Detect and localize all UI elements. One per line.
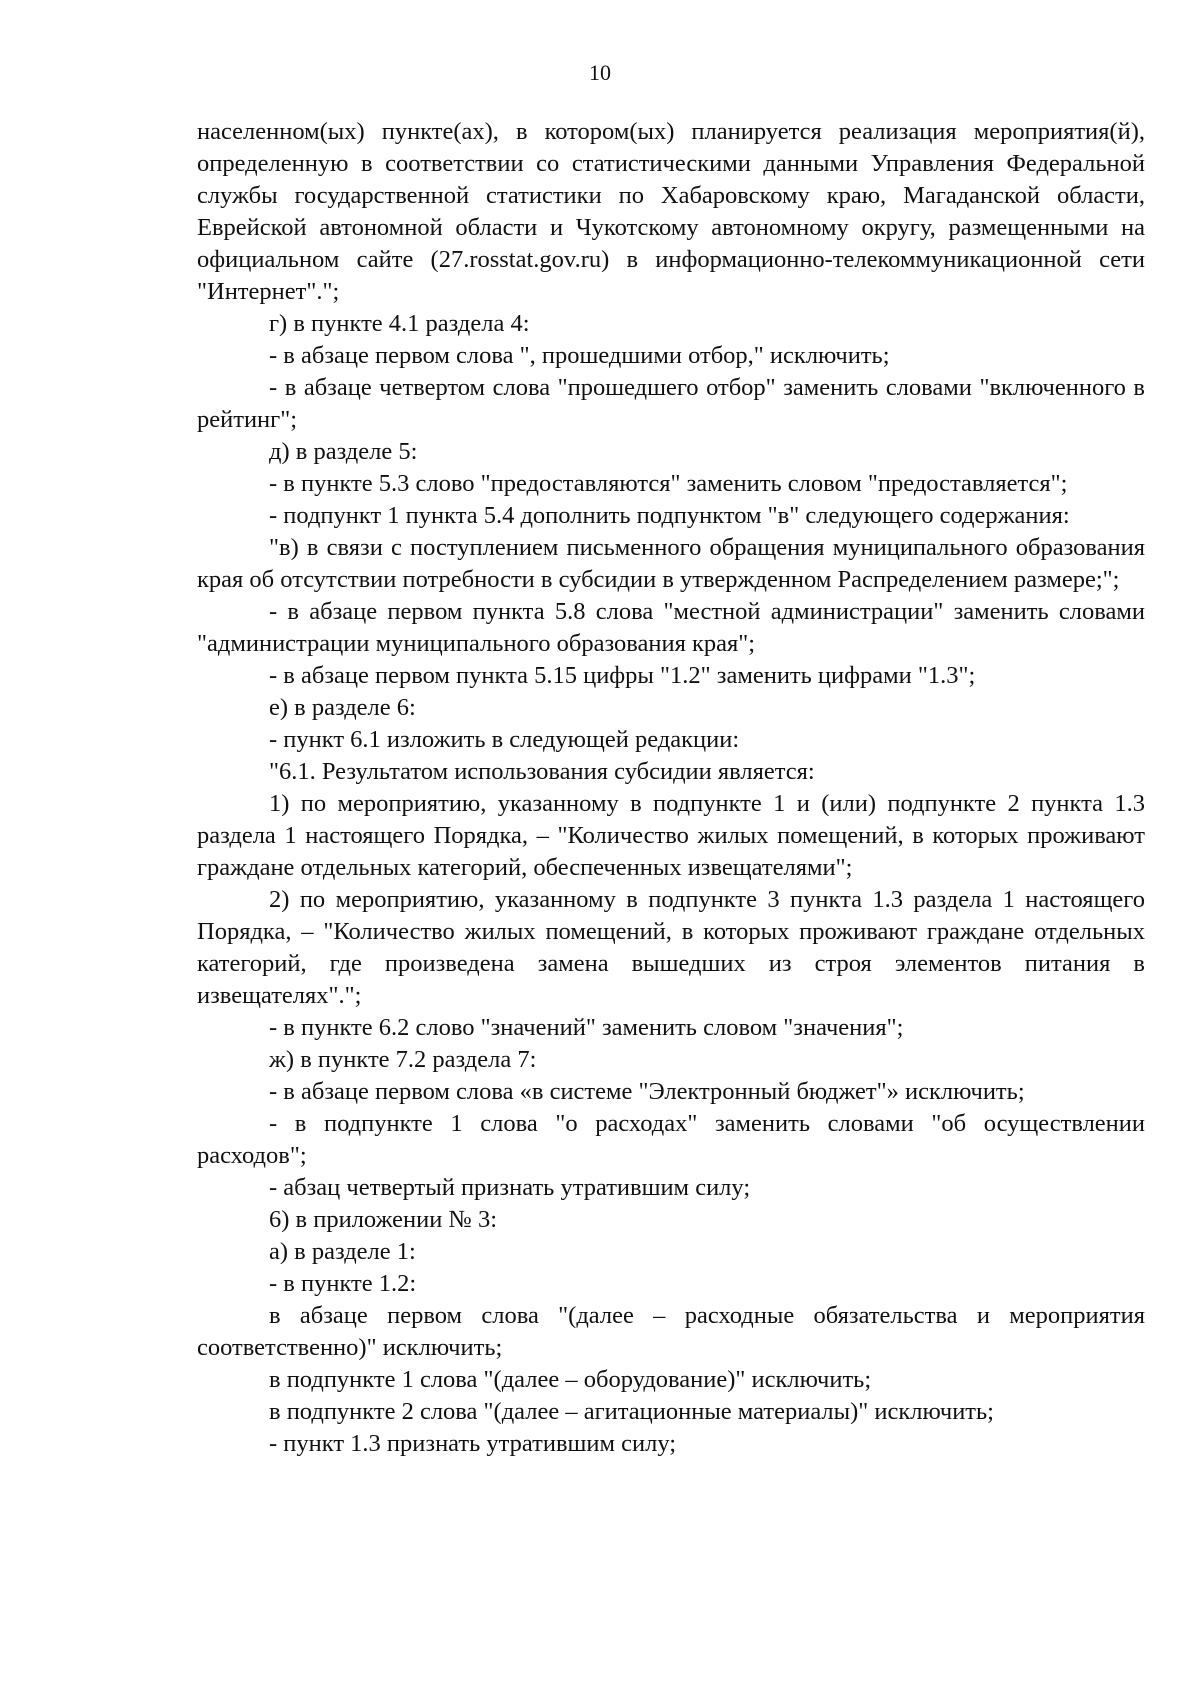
paragraph: "6.1. Результатом использования субсидии является: <box>269 758 815 785</box>
paragraph: "в) в связи с поступлением письменного обращения муниципального образования края об отсутствии потребности в субсидии в утвержденном Распределением размере;"; <box>197 534 1145 593</box>
page-number: 10 <box>589 60 611 85</box>
paragraph: а) в разделе 1: <box>269 1238 416 1265</box>
paragraph: - в абзаце первом слова ", прошедшими отбор," исключить; <box>269 342 890 369</box>
paragraph: е) в разделе 6: <box>269 694 416 721</box>
paragraph: - абзац четвертый признать утратившим силу; <box>269 1174 751 1201</box>
paragraph: ж) в пункте 7.2 раздела 7: <box>269 1046 537 1073</box>
paragraph: - в абзаце первом пункта 5.8 слова "местной администрации" заменить словами "администрации муниципального образования края"; <box>197 598 1145 657</box>
paragraph: в подпункте 1 слова "(далее – оборудование)" исключить; <box>269 1366 872 1393</box>
paragraph: - в абзаце первом слова «в системе "Электронный бюджет"» исключить; <box>269 1078 1025 1105</box>
paragraph: населенном(ых) пункте(ах), в котором(ых) планируется реализация мероприятия(й), определенную в соответствии со статистическими данными Управления Федеральной службы государственной статистики по Хабаровскому краю, Магаданской области, Еврейской автономной области и Чукотскому автономному округу, размещенными на официальном сайте (27.rosstat.gov.ru) в информационно-телекоммуникационной сети "Интернет"."; <box>197 118 1145 305</box>
paragraph: 1) по мероприятию, указанному в подпункте 1 и (или) подпункте 2 пункта 1.3 раздела 1 настоящего Порядка, – "Количество жилых помещений, в которых проживают граждане отдельных категорий, обеспеченных извещателями"; <box>197 790 1145 881</box>
paragraph: - пункт 1.3 признать утратившим силу; <box>269 1430 677 1457</box>
paragraph: - в абзаце четвертом слова "прошедшего отбор" заменить словами "включенного в рейтинг"; <box>197 374 1145 433</box>
paragraph: - подпункт 1 пункта 5.4 дополнить подпунктом "в" следующего содержания: <box>269 502 1070 529</box>
paragraph: - в пункте 5.3 слово "предоставляются" заменить словом "предоставляется"; <box>269 470 1068 497</box>
paragraph: - пункт 6.1 изложить в следующей редакции: <box>269 726 740 753</box>
paragraph: 2) по мероприятию, указанному в подпункте 3 пункта 1.3 раздела 1 настоящего Порядка, – "Количество жилых помещений, в которых проживают граждане отдельных категорий, где произведена замена вышедших из строя элементов питания в извещателях"."; <box>197 886 1145 1009</box>
paragraph: д) в разделе 5: <box>269 438 418 465</box>
paragraph: 6) в приложении № 3: <box>269 1206 498 1233</box>
paragraph: - в пункте 1.2: <box>269 1270 417 1297</box>
paragraph: г) в пункте 4.1 раздела 4: <box>269 310 530 337</box>
paragraph: - в пункте 6.2 слово "значений" заменить словом "значения"; <box>269 1014 904 1041</box>
document-body <box>197 116 1145 1460</box>
paragraph: в подпункте 2 слова "(далее – агитационные материалы)" исключить; <box>269 1398 994 1425</box>
paragraph: - в абзаце первом пункта 5.15 цифры "1.2" заменить цифрами "1.3"; <box>269 662 976 689</box>
paragraph: в абзаце первом слова "(далее – расходные обязательства и мероприятия соответственно)" исключить; <box>197 1302 1145 1361</box>
paragraph: - в подпункте 1 слова "о расходах" заменить словами "об осуществлении расходов"; <box>197 1110 1145 1169</box>
